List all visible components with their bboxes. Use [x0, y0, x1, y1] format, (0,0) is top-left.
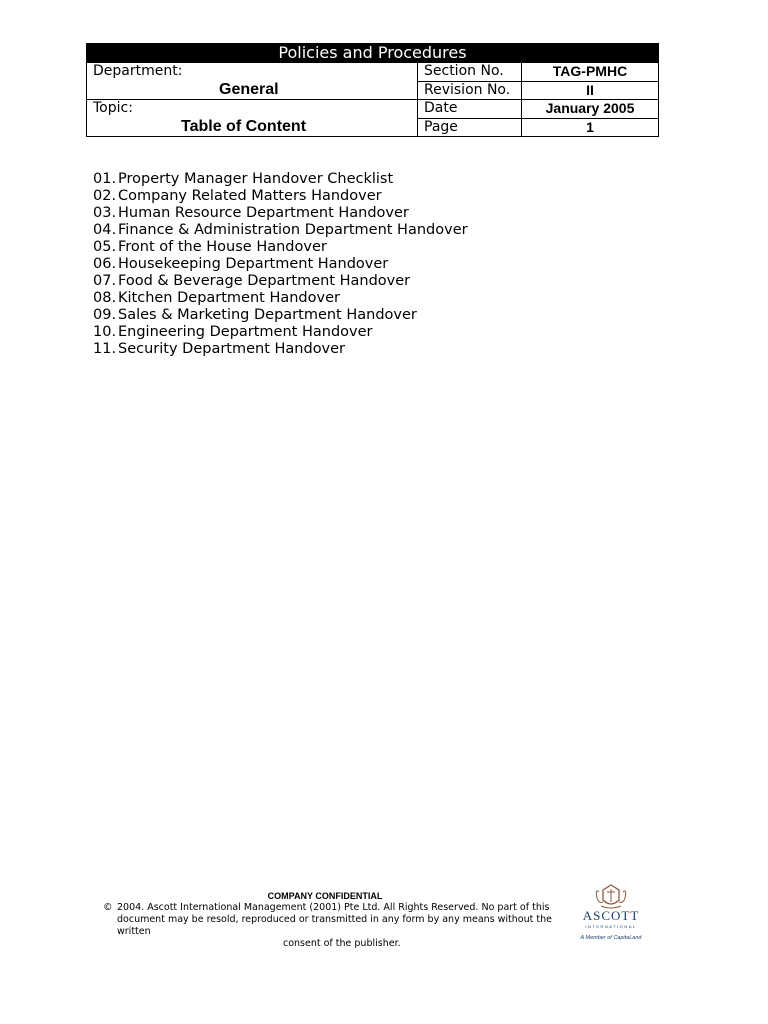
- section-label: Section No.: [418, 63, 522, 82]
- toc-item-title: Housekeeping Department Handover: [118, 256, 389, 272]
- page-footer: [100, 890, 570, 950]
- ascott-logo: [573, 884, 649, 946]
- department-cell: [87, 63, 418, 100]
- department-value: General: [219, 81, 279, 98]
- copyright-notice: [100, 902, 570, 938]
- copyright-symbol: ©: [103, 902, 113, 913]
- logo-member-line: A Member of CapitaLand: [580, 935, 642, 941]
- toc-item-title: Company Related Matters Handover: [118, 188, 382, 204]
- document-header-table: [86, 43, 659, 137]
- toc-item-title: Finance & Administration Department Handover: [118, 222, 468, 238]
- date-value: January 2005: [522, 100, 659, 119]
- toc-item-title: Kitchen Department Handover: [118, 290, 340, 306]
- logo-brand: ASCOTT: [582, 908, 640, 923]
- date-label: Date: [418, 100, 522, 119]
- topic-value: Table of Content: [181, 118, 307, 135]
- confidential-notice: COMPANY CONFIDENTIAL: [267, 891, 383, 901]
- section-value: TAG-PMHC: [522, 63, 659, 82]
- toc-item-title: Sales & Marketing Department Handover: [118, 307, 417, 323]
- toc-item-title: Front of the House Handover: [118, 239, 327, 255]
- toc-item-title: Human Resource Department Handover: [118, 205, 409, 221]
- toc-item: [93, 222, 468, 239]
- toc-item-number: 08.: [93, 290, 117, 306]
- toc-item: [93, 324, 468, 341]
- consent-text: consent of the publisher.: [283, 938, 401, 949]
- revision-label: Revision No.: [418, 81, 522, 100]
- toc-item-title: Engineering Department Handover: [118, 324, 373, 340]
- toc-item-title: Security Department Handover: [118, 341, 346, 357]
- logo-subtitle: INTERNATIONAL: [585, 924, 637, 929]
- toc-item-title: Property Manager Handover Checklist: [118, 171, 394, 187]
- toc-item: [93, 256, 468, 273]
- toc-item: [93, 188, 468, 205]
- page-value: 1: [522, 118, 659, 137]
- revision-value: II: [522, 81, 659, 100]
- toc-item-number: 04.: [93, 222, 117, 238]
- table-of-contents-list: [93, 171, 468, 358]
- toc-item-title: Food & Beverage Department Handover: [118, 273, 411, 289]
- toc-item-number: 11.: [93, 341, 117, 357]
- toc-item-number: 09.: [93, 307, 117, 323]
- toc-item-number: 01.: [93, 171, 117, 187]
- toc-item-number: 02.: [93, 188, 117, 204]
- toc-item: [93, 341, 468, 358]
- toc-item-number: 07.: [93, 273, 117, 289]
- toc-item: [93, 171, 468, 188]
- toc-item: [93, 239, 468, 256]
- toc-item-number: 03.: [93, 205, 117, 221]
- topic-cell: [87, 100, 418, 137]
- toc-item: [93, 307, 468, 324]
- toc-item-number: 06.: [93, 256, 117, 272]
- copyright-text: 2004. Ascott International Management (2001) Pte Ltd. All Rights Reserved. No part of this document may be resold, reproduced or transmitted in any form by any means without the written: [117, 902, 552, 937]
- department-label: Department:: [93, 63, 183, 79]
- header-title: Policies and Procedures: [87, 44, 659, 63]
- toc-item-number: 05.: [93, 239, 117, 255]
- topic-label: Topic:: [93, 100, 133, 116]
- toc-item: [93, 273, 468, 290]
- crest-icon: [573, 884, 649, 910]
- toc-item-number: 10.: [93, 324, 117, 340]
- toc-item: [93, 290, 468, 307]
- toc-item: [93, 205, 468, 222]
- page-label: Page: [418, 118, 522, 137]
